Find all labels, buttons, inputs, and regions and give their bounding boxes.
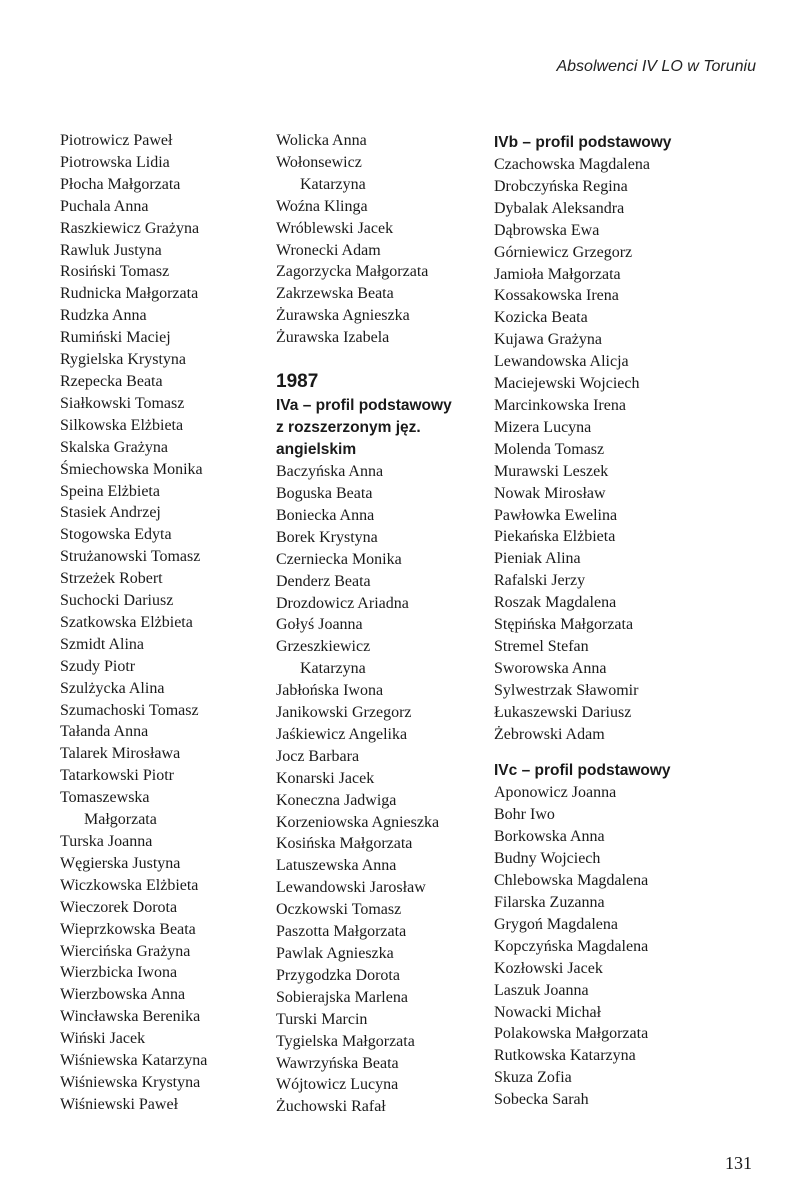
name-entry: Budny Wojciech: [494, 850, 601, 868]
column-2: [276, 130, 452, 1118]
name-entry: Kossakowska Irena: [494, 287, 619, 305]
name-entry: Drobczyńska Regina: [494, 177, 628, 195]
name-entry: Janikowski Grzegorz: [276, 704, 412, 722]
name-entry: Pawłowka Ewelina: [494, 506, 618, 524]
name-entry: Wróblewski Jacek: [276, 219, 394, 237]
name-entry: Lewandowska Alicja: [494, 353, 629, 371]
name-entry: Stremel Stefan: [494, 637, 589, 655]
name-entry: Latuszewska Anna: [276, 857, 397, 875]
name-entry: Piotrowska Lidia: [60, 153, 170, 171]
name-entry: Kosińska Małgorzata: [276, 835, 413, 853]
name-entry: Rawluk Justyna: [60, 241, 162, 259]
name-entry: Tygielska Małgorzata: [276, 1032, 415, 1050]
name-entry: Wieczorek Dorota: [60, 898, 178, 916]
name-entry-continuation: Małgorzata: [84, 811, 157, 829]
name-entry: Kozłowski Jacek: [494, 959, 603, 977]
name-entry: Kujawa Grażyna: [494, 331, 602, 349]
name-entry: Bohr Iwo: [494, 806, 555, 824]
name-entry: Stępińska Małgorzata: [494, 616, 634, 634]
name-entry: Piotrowicz Paweł: [60, 132, 173, 149]
name-entry: Rumiński Maciej: [60, 329, 171, 347]
name-entry: Płocha Małgorzata: [60, 175, 181, 193]
name-entry: Przygodzka Dorota: [276, 966, 400, 984]
name-entry: Rudnicka Małgorzata: [60, 285, 199, 303]
name-entry: Turski Marcin: [276, 1010, 368, 1028]
page-number: 131: [725, 1153, 752, 1173]
name-entry: Kopczyńska Magdalena: [494, 937, 649, 955]
name-entry: Boniecka Anna: [276, 506, 375, 524]
name-entry: Koneczna Jadwiga: [276, 791, 397, 809]
name-entry: Wiercińska Grażyna: [60, 942, 191, 960]
name-entry: Rudzka Anna: [60, 307, 147, 325]
name-entry: Oczkowski Tomasz: [276, 901, 402, 919]
name-entry: Roszak Magdalena: [494, 594, 617, 612]
name-entry: Nowacki Michał: [494, 1003, 602, 1021]
name-entry: Konarski Jacek: [276, 769, 375, 787]
name-entry: Maciejewski Wojciech: [494, 375, 640, 393]
name-entry: Marcinkowska Irena: [494, 396, 626, 414]
name-entry: Grzeszkiewicz: [276, 638, 371, 656]
name-entry: Sworowska Anna: [494, 659, 607, 677]
name-entry: Węgierska Justyna: [60, 854, 181, 872]
name-entry: Dąbrowska Ewa: [494, 221, 600, 239]
name-entry: Grygoń Magdalena: [494, 915, 618, 933]
name-entry: Filarska Zuzanna: [494, 894, 605, 911]
column-1: [60, 130, 207, 1116]
name-entry: Wronecki Adam: [276, 241, 381, 259]
name-entry: Rzepecka Beata: [60, 372, 163, 390]
name-entry: Łukaszewski Dariusz: [494, 703, 632, 721]
class-heading: IVb – profil podstawowy: [494, 134, 672, 151]
name-entry: Wiśniewska Krystyna: [60, 1073, 201, 1091]
name-entry: Piekańska Elżbieta: [494, 528, 616, 546]
name-entry-continuation: Katarzyna: [300, 660, 366, 678]
name-entry: Jamioła Małgorzata: [494, 265, 621, 283]
name-entry: Skalska Grażyna: [60, 438, 168, 456]
name-entry: Jaśkiewicz Angelika: [276, 725, 408, 743]
name-entry: Mizera Lucyna: [494, 418, 592, 436]
name-entry: Tomaszewska: [60, 789, 150, 807]
name-entry: Kozicka Beata: [494, 309, 588, 327]
name-entry: Rosiński Tomasz: [60, 263, 170, 281]
name-entry: Korzeniowska Agnieszka: [276, 813, 440, 831]
name-entry: Wawrzyńska Beata: [276, 1054, 399, 1072]
name-entry: Jocz Barbara: [276, 747, 360, 765]
name-entry: Borek Krystyna: [276, 528, 378, 546]
name-entry: Baczyńska Anna: [276, 463, 384, 481]
name-entry: Sobierajska Marlena: [276, 988, 408, 1006]
name-entry: Aponowicz Joanna: [494, 784, 617, 802]
name-entry: Molenda Tomasz: [494, 440, 605, 458]
name-entry: Stogowska Edyta: [60, 526, 172, 544]
name-entry: Szudy Piotr: [60, 657, 136, 675]
name-entry: Woźna Klinga: [276, 197, 368, 215]
name-entry: Czachowska Magdalena: [494, 156, 650, 173]
name-entry: Stasiek Andrzej: [60, 504, 161, 522]
name-entry: Żuchowski Rafał: [276, 1098, 386, 1116]
name-entry: Tatarkowski Piotr: [60, 767, 174, 785]
name-entry: Puchala Anna: [60, 197, 149, 215]
name-entry: Chlebowska Magdalena: [494, 872, 649, 890]
name-entry: Dybalak Aleksandra: [494, 199, 625, 217]
name-entry: Rygielska Krystyna: [60, 351, 187, 369]
year-heading: 1987: [276, 371, 319, 393]
name-entry: Zagorzycka Małgorzata: [276, 263, 429, 281]
name-entry: Szulżycka Alina: [60, 679, 165, 697]
name-entry: Szumachoski Tomasz: [60, 701, 199, 719]
name-entry: Skuza Zofia: [494, 1069, 572, 1087]
name-entry: Gołyś Joanna: [276, 616, 363, 634]
name-entry: Turska Joanna: [60, 833, 153, 850]
class-heading: angielskim: [276, 441, 357, 459]
class-heading: z rozszerzonym jęz.: [276, 419, 421, 437]
name-entry: Strużanowski Tomasz: [60, 548, 201, 566]
class-heading: IVc – profil podstawowy: [494, 762, 671, 780]
name-entry: Szatkowska Elżbieta: [60, 613, 193, 631]
name-entry: Strzeżek Robert: [60, 570, 163, 588]
column-3: [494, 130, 671, 1111]
name-entry: Laszuk Joanna: [494, 981, 589, 999]
name-entry: Sobecka Sarah: [494, 1091, 589, 1109]
name-entry: Borkowska Anna: [494, 828, 605, 846]
name-entry: Siałkowski Tomasz: [60, 394, 185, 412]
name-entry: Talarek Mirosława: [60, 745, 181, 763]
name-entry: Sylwestrzak Sławomir: [494, 681, 639, 699]
name-entry: Drozdowicz Ariadna: [276, 594, 409, 612]
name-entry-continuation: Katarzyna: [300, 175, 366, 193]
name-entry: Tałanda Anna: [60, 723, 149, 741]
name-entry: Żebrowski Adam: [494, 725, 605, 743]
name-entry: Czerniecka Monika: [276, 550, 402, 568]
name-entry: Pawlak Agnieszka: [276, 945, 394, 962]
name-entry: Wójtowicz Lucyna: [276, 1076, 399, 1094]
name-entry: Żurawska Agnieszka: [276, 307, 410, 325]
name-entry: Lewandowski Jarosław: [276, 879, 426, 897]
name-entry: Murawski Leszek: [494, 462, 609, 480]
name-entry: Silkowska Elżbieta: [60, 416, 184, 434]
name-entry: Wierzbicka Iwona: [60, 964, 178, 982]
name-entry: Paszotta Małgorzata: [276, 923, 407, 941]
name-entry: Wiński Jacek: [60, 1030, 146, 1048]
name-entry: Górniewicz Grzegorz: [494, 243, 633, 261]
name-entry: Jabłońska Iwona: [276, 682, 384, 700]
name-entry: Suchocki Dariusz: [60, 592, 174, 610]
name-entry: Raszkiewicz Grażyna: [60, 219, 200, 237]
name-entry: Rutkowska Katarzyna: [494, 1047, 636, 1065]
name-entry: Zakrzewska Beata: [276, 285, 394, 303]
name-entry: Wincławska Berenika: [60, 1008, 201, 1026]
name-entry: Wolicka Anna: [276, 132, 367, 149]
name-entry: Wiśniewska Katarzyna: [60, 1052, 208, 1070]
name-entry: Rafalski Jerzy: [494, 572, 586, 590]
name-entry: Żurawska Izabela: [276, 329, 390, 347]
name-entry: Wiśniewski Paweł: [60, 1095, 179, 1113]
name-entry: Pieniak Alina: [494, 550, 581, 568]
name-entry: Boguska Beata: [276, 484, 373, 502]
name-entry: Polakowska Małgorzata: [494, 1025, 649, 1043]
class-heading: IVa – profil podstawowy: [276, 397, 452, 415]
name-entry: Speina Elżbieta: [60, 482, 160, 500]
name-entry: Wieprzkowska Beata: [60, 920, 196, 938]
name-entry: Wiczkowska Elżbieta: [60, 876, 199, 894]
name-entry: Nowak Mirosław: [494, 484, 606, 502]
name-entry: Wierzbowska Anna: [60, 986, 186, 1004]
name-entry: Szmidt Alina: [60, 635, 144, 653]
name-entry: Wołonsewicz: [276, 153, 362, 171]
running-header: Absolwenci IV LO w Toruniu: [556, 58, 756, 75]
name-entry: Śmiechowska Monika: [60, 460, 203, 478]
name-entry: Denderz Beata: [276, 572, 371, 590]
